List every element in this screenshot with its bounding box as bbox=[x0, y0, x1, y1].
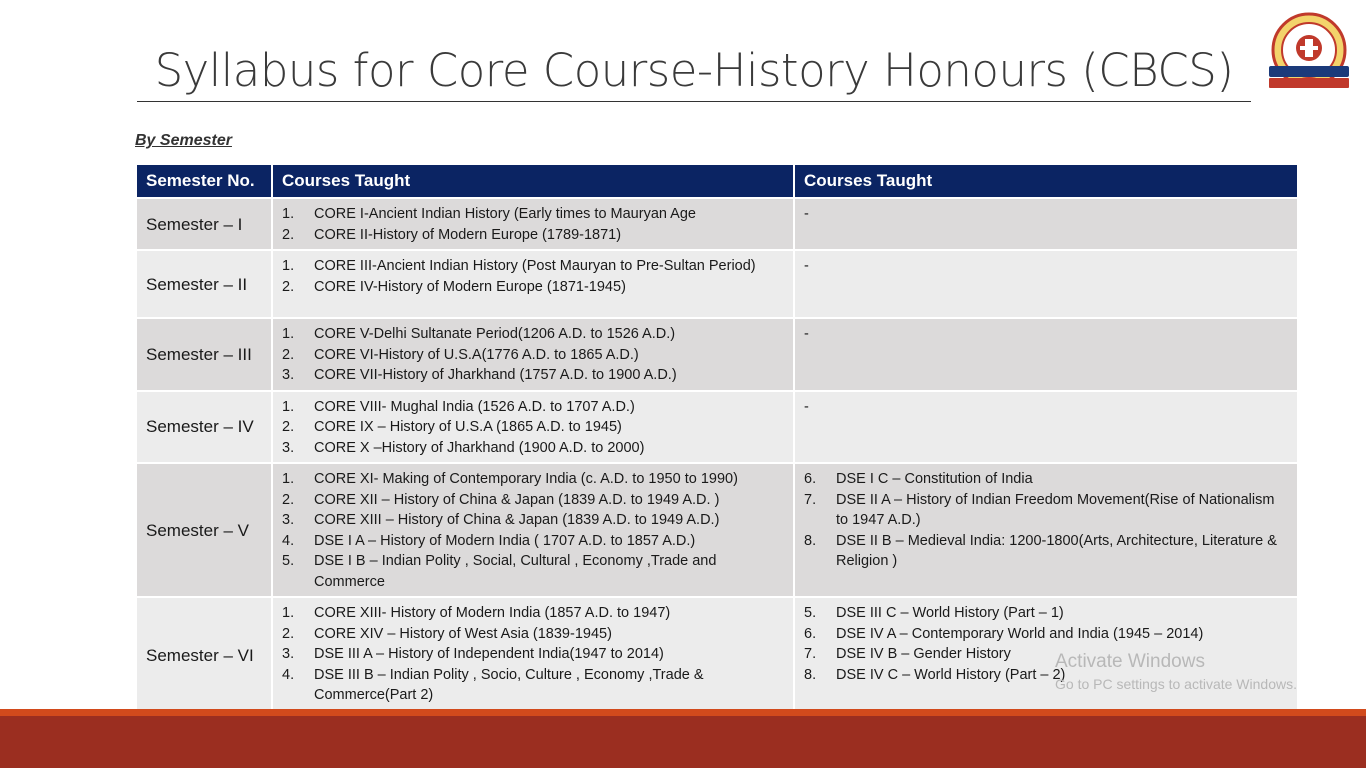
course-title: CORE IX – History of U.S.A (1865 A.D. to 1945) bbox=[314, 419, 622, 435]
course-number: 6. bbox=[804, 471, 817, 487]
course-number: 8. bbox=[804, 532, 817, 549]
list-item bbox=[273, 665, 793, 706]
course-number: 7. bbox=[804, 646, 817, 662]
course-title: DSE III A – History of Independent India(1947 to 2014) bbox=[314, 646, 664, 662]
course-title: CORE XIV – History of West Asia (1839-1945) bbox=[314, 625, 612, 642]
course-number: 4. bbox=[282, 532, 295, 549]
list-item bbox=[273, 397, 793, 418]
course-title: DSE IV A – Contemporary World and India (1945 – 2014) bbox=[836, 625, 1204, 642]
course-title: DSE III C – World History (Part – 1) bbox=[836, 605, 1064, 621]
course-title: DSE II B – Medieval India: 1200-1800(Arts, Architecture, Literature & Religion ) bbox=[836, 532, 1277, 569]
list-item bbox=[273, 204, 793, 225]
semester-cell: Semester – II bbox=[137, 250, 272, 318]
college-logo-icon bbox=[1266, 12, 1352, 96]
course-number: 2. bbox=[282, 491, 295, 508]
table-row bbox=[137, 250, 1298, 318]
title-divider bbox=[137, 101, 1251, 102]
list-item bbox=[273, 624, 793, 645]
empty-cell-dash: - bbox=[804, 258, 809, 274]
semester-cell: Semester – V bbox=[137, 463, 272, 597]
empty-cell-dash: - bbox=[804, 398, 809, 415]
list-item bbox=[273, 644, 793, 665]
list-item bbox=[273, 531, 793, 552]
course-number: 1. bbox=[282, 206, 295, 222]
course-number: 5. bbox=[804, 605, 817, 621]
course-number: 1. bbox=[282, 258, 295, 274]
course-title: DSE I C – Constitution of India bbox=[836, 471, 1033, 487]
header-courses-1: Courses Taught bbox=[272, 165, 794, 198]
course-number: 2. bbox=[282, 419, 295, 435]
course-title: DSE III B – Indian Polity , Socio, Culture , Economy ,Trade & Commerce(Part 2) bbox=[314, 666, 704, 703]
course-number: 1. bbox=[282, 326, 295, 342]
courses-cell-1 bbox=[272, 318, 794, 391]
list-item bbox=[273, 225, 793, 246]
course-number: 7. bbox=[804, 491, 817, 508]
course-number: 2. bbox=[282, 226, 295, 243]
syllabus-table bbox=[137, 165, 1299, 712]
empty-cell-dash: - bbox=[804, 206, 809, 222]
table-row bbox=[137, 463, 1298, 597]
course-title: CORE X –History of Jharkhand (1900 A.D. to 2000) bbox=[314, 439, 645, 456]
list-item bbox=[273, 510, 793, 531]
course-title: CORE XIII – History of China & Japan (1839 A.D. to 1949 A.D.) bbox=[314, 512, 720, 528]
course-title: CORE VI-History of U.S.A(1776 A.D. to 1865 A.D.) bbox=[314, 346, 639, 363]
course-title: DSE II A – History of Indian Freedom Movement(Rise of Nationalism to 1947 A.D.) bbox=[836, 491, 1275, 528]
list-item bbox=[273, 256, 793, 277]
course-list bbox=[273, 324, 793, 386]
semester-cell: Semester – III bbox=[137, 318, 272, 391]
course-title: CORE VIII- Mughal India (1526 A.D. to 1707 A.D.) bbox=[314, 398, 635, 415]
course-number: 1. bbox=[282, 398, 295, 415]
course-number: 3. bbox=[282, 646, 295, 662]
course-number: 6. bbox=[804, 625, 817, 642]
table-row bbox=[137, 391, 1298, 464]
course-number: 2. bbox=[282, 278, 295, 295]
slide-title: Syllabus for Core Course-History Honours (CBCS) bbox=[154, 44, 1234, 97]
course-list bbox=[795, 469, 1297, 572]
list-item bbox=[273, 603, 793, 624]
empty-cell-dash: - bbox=[804, 326, 809, 342]
course-number: 3. bbox=[282, 512, 295, 528]
list-item bbox=[273, 365, 793, 386]
table-row bbox=[137, 198, 1298, 250]
courses-cell-1 bbox=[272, 198, 794, 250]
course-number: 1. bbox=[282, 471, 295, 487]
courses-cell-1 bbox=[272, 463, 794, 597]
semester-cell: Semester – I bbox=[137, 198, 272, 250]
list-item bbox=[795, 531, 1297, 572]
course-title: CORE VII-History of Jharkhand (1757 A.D. to 1900 A.D.) bbox=[314, 367, 677, 383]
list-item bbox=[273, 277, 793, 298]
course-number: 5. bbox=[282, 553, 295, 569]
list-item bbox=[795, 469, 1297, 490]
course-list bbox=[273, 204, 793, 245]
table-row bbox=[137, 318, 1298, 391]
courses-cell-2 bbox=[794, 250, 1298, 318]
list-item bbox=[795, 624, 1297, 645]
list-item bbox=[795, 603, 1297, 624]
course-number: 2. bbox=[282, 346, 295, 363]
watermark-title: Activate Windows bbox=[1055, 651, 1205, 672]
course-title: DSE I B – Indian Polity , Social, Cultural , Economy ,Trade and Commerce bbox=[314, 553, 717, 590]
course-list bbox=[273, 469, 793, 592]
course-title: CORE II-History of Modern Europe (1789-1871) bbox=[314, 226, 622, 243]
courses-cell-2 bbox=[794, 463, 1298, 597]
course-number: 4. bbox=[282, 666, 295, 683]
activation-watermark bbox=[1055, 651, 1297, 695]
courses-cell-2 bbox=[794, 318, 1298, 391]
list-item bbox=[273, 551, 793, 592]
course-title: CORE I-Ancient Indian History (Early times to Mauryan Age bbox=[314, 206, 696, 222]
list-item bbox=[795, 490, 1297, 531]
course-title: DSE IV C – World History (Part – 2) bbox=[836, 666, 1066, 683]
course-list bbox=[273, 603, 793, 706]
subtitle: By Semester bbox=[135, 132, 232, 149]
course-number: 1. bbox=[282, 605, 295, 621]
course-title: CORE XI- Making of Contemporary India (c. A.D. to 1950 to 1990) bbox=[314, 471, 738, 487]
course-title: CORE XIII- History of Modern India (1857 A.D. to 1947) bbox=[314, 605, 671, 621]
course-title: CORE V-Delhi Sultanate Period(1206 A.D. to 1526 A.D.) bbox=[314, 326, 676, 342]
footer-accent-line bbox=[0, 709, 1366, 716]
list-item bbox=[273, 469, 793, 490]
semester-cell: Semester – IV bbox=[137, 391, 272, 464]
courses-cell-2 bbox=[794, 391, 1298, 464]
courses-cell-1 bbox=[272, 391, 794, 464]
footer-band bbox=[0, 716, 1366, 768]
list-item bbox=[273, 324, 793, 345]
course-list bbox=[273, 256, 793, 297]
course-title: CORE IV-History of Modern Europe (1871-1945) bbox=[314, 278, 626, 295]
course-title: DSE I A – History of Modern India ( 1707 A.D. to 1857 A.D.) bbox=[314, 532, 696, 549]
header-courses-2: Courses Taught bbox=[794, 165, 1298, 198]
list-item bbox=[273, 438, 793, 459]
course-list bbox=[273, 397, 793, 459]
course-title: DSE IV B – Gender History bbox=[836, 646, 1011, 662]
table-header-row bbox=[137, 165, 1298, 198]
courses-cell-1 bbox=[272, 597, 794, 712]
list-item bbox=[273, 490, 793, 511]
course-title: CORE III-Ancient Indian History (Post Mauryan to Pre-Sultan Period) bbox=[314, 258, 756, 274]
course-number: 8. bbox=[804, 666, 817, 683]
course-number: 2. bbox=[282, 625, 295, 642]
list-item bbox=[273, 417, 793, 438]
watermark-subtitle: Go to PC settings to activate Windows. bbox=[1055, 676, 1297, 692]
header-semester: Semester No. bbox=[137, 165, 272, 198]
courses-cell-2 bbox=[794, 198, 1298, 250]
semester-cell: Semester – VI bbox=[137, 597, 272, 712]
course-title: CORE XII – History of China & Japan (1839 A.D. to 1949 A.D. ) bbox=[314, 491, 720, 508]
courses-cell-1 bbox=[272, 250, 794, 318]
course-number: 3. bbox=[282, 439, 295, 456]
list-item bbox=[273, 345, 793, 366]
course-number: 3. bbox=[282, 367, 295, 383]
